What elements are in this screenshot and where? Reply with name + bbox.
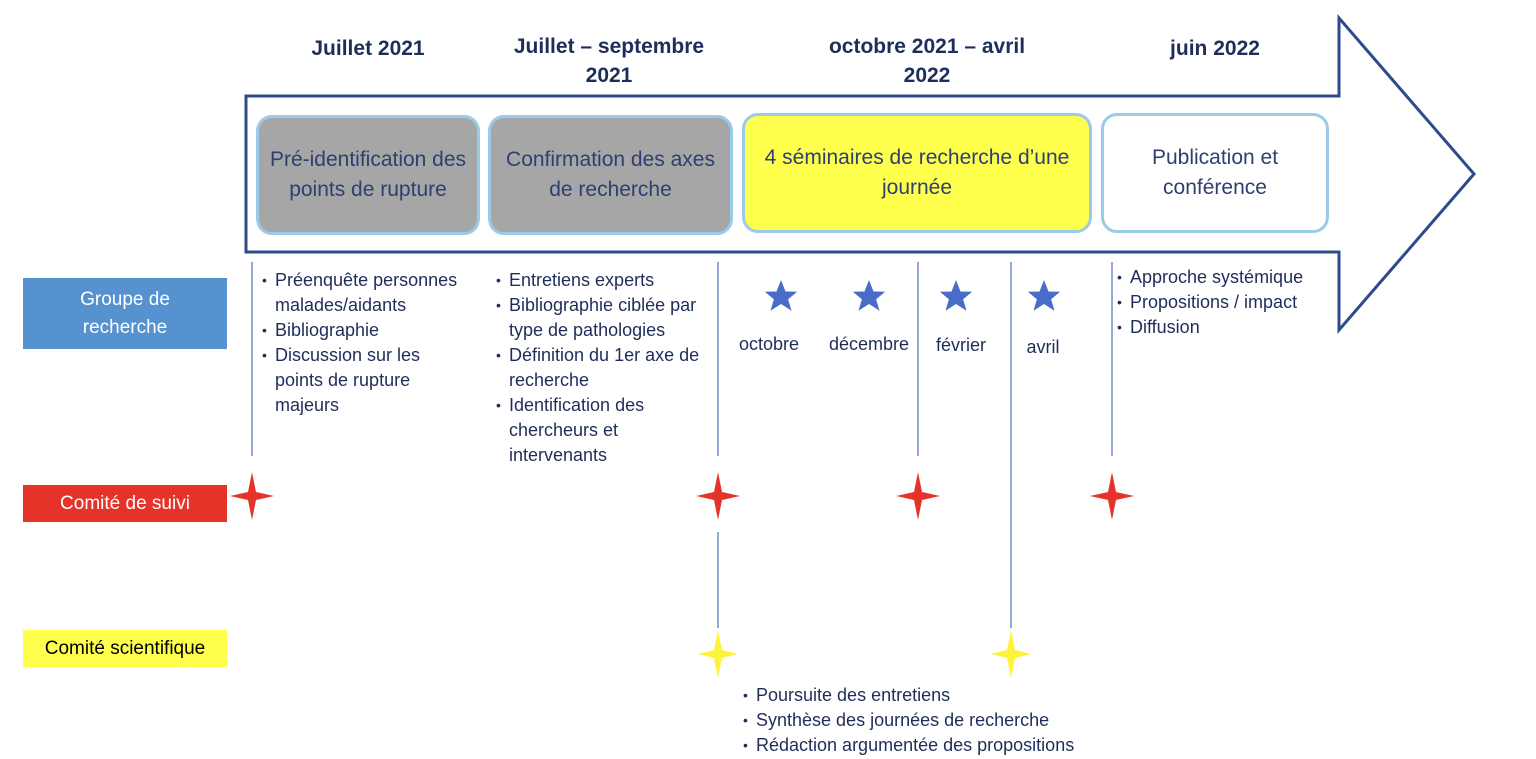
- scientific-task-list: [743, 683, 1143, 758]
- row-label-text: Comité de suivi: [60, 492, 190, 514]
- seminar-star-icon: [1028, 280, 1060, 311]
- list-item: • Synthèse des journées de recherche: [743, 708, 1143, 733]
- row-label-comite-scientifique: [23, 630, 227, 667]
- phase-box: 4 séminaires de recherche d’une journée: [742, 113, 1092, 233]
- seminar-month: décembre: [828, 334, 910, 354]
- list-item: • Poursuite des entretiens: [743, 683, 1143, 708]
- seminar-month: février: [935, 335, 986, 355]
- phase-box: Pré-identification des points de rupture: [256, 115, 480, 235]
- seminar-star-icon: [940, 280, 972, 311]
- list-item: • Propositions / impact: [1117, 290, 1337, 315]
- suivi-star-icon: [696, 472, 740, 520]
- row-label-comite-suivi: [23, 485, 227, 522]
- seminar-month: avril: [1026, 337, 1060, 357]
- phase2-task-list: [496, 268, 706, 468]
- seminar-star-icon: [853, 280, 885, 311]
- phase4-task-list: [1117, 265, 1337, 340]
- scientifique-star-icon: [698, 630, 738, 678]
- list-item: • Préenquête personnes malades/aidants: [262, 268, 492, 318]
- seminar-month: octobre: [738, 334, 800, 354]
- list-item: • Identification des chercheurs et intervenants: [496, 393, 689, 468]
- list-item: • Diffusion: [1117, 315, 1337, 340]
- phase-box: Publication et conférence: [1101, 113, 1329, 233]
- period-header: octobre 2021 – avril 2022: [828, 35, 1026, 87]
- list-item: • Discussion sur les points de rupture majeurs: [262, 343, 460, 418]
- period-header: Juillet 2021: [311, 37, 425, 60]
- row-label-text: Comité scientifique: [44, 637, 206, 659]
- phase1-task-list: [262, 268, 492, 418]
- suivi-star-icon: [1090, 472, 1134, 520]
- list-item: • Rédaction argumentée des propositions: [743, 733, 1143, 758]
- suivi-star-icon: [230, 472, 274, 520]
- suivi-star-icon: [896, 472, 940, 520]
- scientifique-star-icon: [991, 630, 1031, 678]
- row-label-groupe-recherche: [23, 278, 227, 349]
- period-header: Juillet – septembre 2021: [513, 35, 705, 87]
- list-item: • Approche systémique: [1117, 265, 1337, 290]
- phase-box: Confirmation des axes de recherche: [488, 115, 733, 235]
- list-item: • Entretiens experts: [496, 268, 706, 293]
- row-label-text: Groupe de recherche: [80, 288, 170, 338]
- list-item: • Bibliographie ciblée par type de pathologies: [496, 293, 704, 343]
- period-header: juin 2022: [1170, 37, 1260, 60]
- seminar-star-icon: [765, 280, 797, 311]
- list-item: • Définition du 1er axe de recherche: [496, 343, 714, 393]
- list-item: • Bibliographie: [262, 318, 492, 343]
